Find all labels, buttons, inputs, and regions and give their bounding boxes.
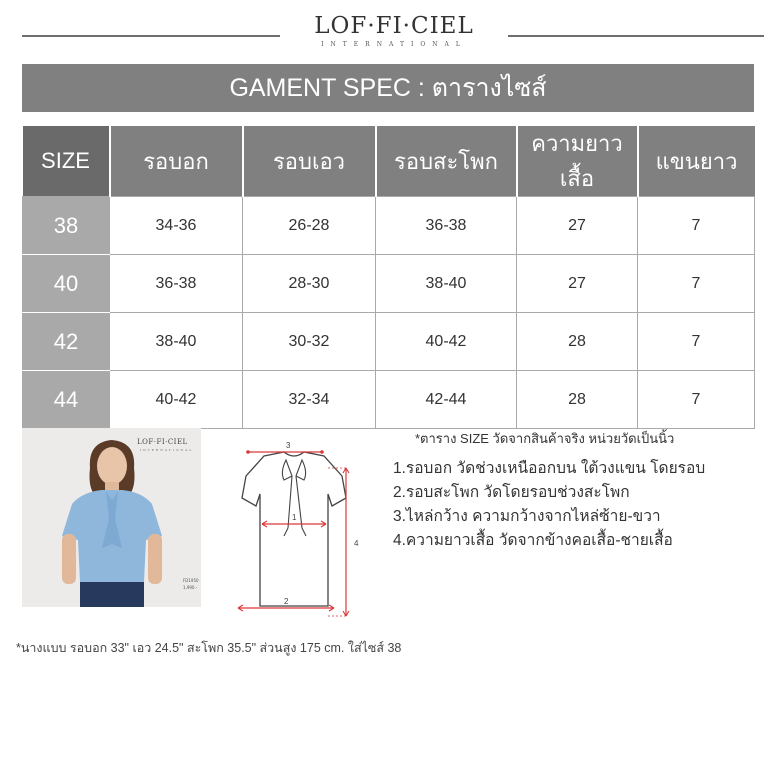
header-rule-right	[508, 35, 764, 37]
diagram-label-2: 2	[284, 597, 289, 606]
sleeve-cell: 7	[638, 255, 755, 313]
diagram-label-1: 1	[292, 513, 297, 522]
note-item: 1.รอบอก วัดช่วงเหนืออกบน ใต้วงแขน โดยรอบ	[393, 460, 706, 477]
waist-cell: 28-30	[243, 255, 376, 313]
size-cell: 40	[23, 255, 110, 313]
measurement-diagram	[224, 436, 364, 622]
hip-cell: 38-40	[376, 255, 517, 313]
model-illustration	[22, 428, 201, 607]
table-row	[23, 371, 755, 429]
header-sleeve: แขนยาว	[638, 126, 755, 197]
brand-subtitle: INTERNATIONAL	[321, 41, 467, 48]
photo-brand-logo: LOF·FI·CIEL	[137, 438, 188, 446]
length-cell: 27	[517, 255, 638, 313]
chest-cell: 34-36	[110, 197, 243, 255]
blouse-diagram	[224, 436, 364, 622]
hip-cell: 40-42	[376, 313, 517, 371]
diagram-label-3: 3	[286, 441, 291, 450]
measurement-notes	[393, 428, 763, 553]
notes-heading: *ตาราง SIZE วัดจากสินค้าจริง หน่วยวัดเป็นนิ้ว	[415, 431, 675, 446]
table-header-row	[23, 126, 755, 197]
chest-cell: 36-38	[110, 255, 243, 313]
header-waist: รอบเอว	[243, 126, 376, 197]
length-cell: 27	[517, 197, 638, 255]
brand-logo	[280, 12, 508, 49]
diagram-label-4: 4	[354, 539, 359, 548]
model-photo	[22, 428, 201, 607]
waist-cell: 26-28	[243, 197, 376, 255]
header-hip: รอบสะโพก	[376, 126, 517, 197]
note-item: 3.ไหล่กว้าง ความกว้างจากไหล่ซ้าย-ขวา	[393, 508, 661, 525]
length-cell: 28	[517, 313, 638, 371]
photo-brand-subtitle: INTERNATIONAL	[140, 448, 194, 452]
chest-cell: 40-42	[110, 371, 243, 429]
header-size: SIZE	[23, 126, 110, 197]
note-item: 4.ความยาวเสื้อ วัดจากข้างคอเสื้อ-ชายเสื้อ	[393, 532, 673, 549]
photo-product-code: FD1950	[183, 578, 199, 583]
note-item: 2.รอบสะโพก วัดโดยรอบช่วงสะโพก	[393, 484, 630, 501]
hip-cell: 36-38	[376, 197, 517, 255]
size-cell: 42	[23, 313, 110, 371]
header-rule-left	[22, 35, 280, 37]
size-cell: 38	[23, 197, 110, 255]
size-table	[22, 126, 755, 429]
spec-title-bar	[22, 64, 754, 112]
page-title: GAMENT SPEC : ตารางไซส์	[229, 74, 547, 102]
table-row	[23, 197, 755, 255]
header-length: ความยาวเสื้อ	[517, 126, 638, 197]
photo-product-price: 1,990.-	[183, 585, 198, 590]
sleeve-cell: 7	[638, 313, 755, 371]
waist-cell: 32-34	[243, 371, 376, 429]
brand-name: LOF·FI·CIEL	[314, 13, 474, 39]
chest-cell: 38-40	[110, 313, 243, 371]
table-row	[23, 255, 755, 313]
size-cell: 44	[23, 371, 110, 429]
sleeve-cell: 7	[638, 197, 755, 255]
length-cell: 28	[517, 371, 638, 429]
waist-cell: 30-32	[243, 313, 376, 371]
table-row	[23, 313, 755, 371]
model-measurements-note: *นางแบบ รอบอก 33" เอว 24.5" สะโพก 35.5" ส่วนสูง 175 cm. ใส่ไซส์ 38	[16, 641, 402, 655]
sleeve-cell: 7	[638, 371, 755, 429]
header-chest: รอบอก	[110, 126, 243, 197]
hip-cell: 42-44	[376, 371, 517, 429]
